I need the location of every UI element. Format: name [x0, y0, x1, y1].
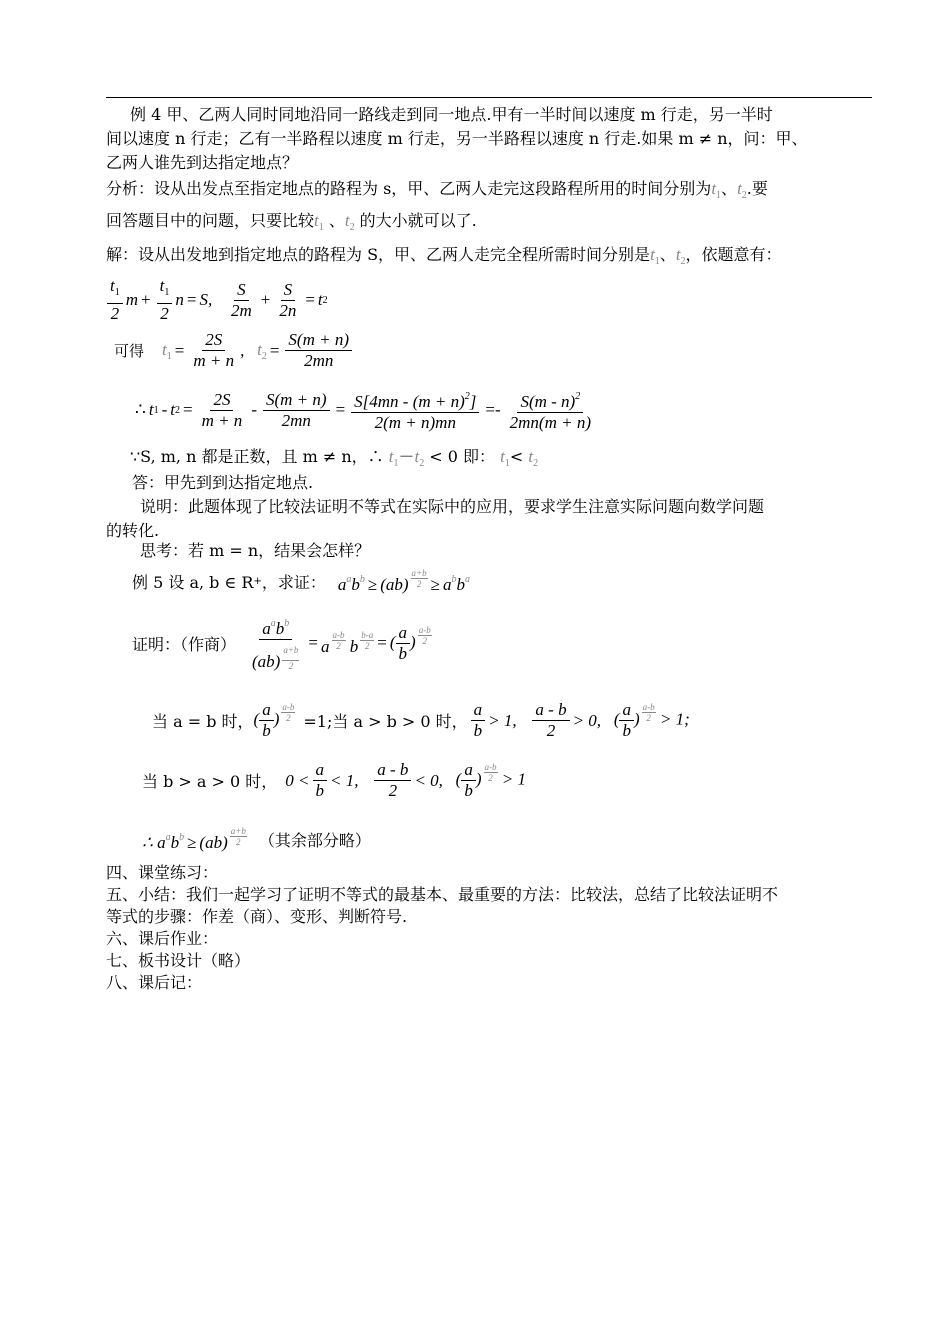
- note-line1: 说明：此题体现了比较法证明不等式在实际中的应用，要求学生注意实际问题向数学问题: [140, 497, 765, 516]
- equation-3: ∴ t 1 - t 2 = $\frac{2S}{m + n}$ - $\frac{S(m + n)}{2mn}$ = $\frac{S[4mn - (m + n)^2]}{2(m + n)mn}$ =- $\frac{S(m - n)^2}{2mn(m + n)}$: [132, 387, 597, 433]
- condition-line: ∵S, m, n 都是正数，且 m ≠ n，∴ $t_1-t_2 < 0$ 即： $t_1< t_2$: [130, 447, 539, 469]
- section-5-line1: 五、小结：我们一起学习了证明不等式的最基本、最重要的方法：比较法，总结了比较法证明不: [106, 885, 779, 904]
- section-8: 八、课后记：: [106, 973, 203, 992]
- ex4-line3: 乙两人谁先到达指定地点？: [106, 153, 299, 172]
- equation-2: 可得 $t_1$ = $\frac{2S}{m + n}$ , $t_2$ = $\frac{S(m + n)}{2mn}$: [114, 330, 355, 371]
- ex5-therefore: ∴ $a^ab^b \ge (ab)$ $\frac{a+b}{2}$ （其余部分略）: [142, 826, 371, 852]
- ex4-line2: 间以速度 n 行走；乙有一半路程以速度 m 行走，另一半路程以速度 n 行走.如果 m ≠ n，问：甲、: [106, 129, 808, 148]
- analysis-line2: 回答题目中的问题，只要比较$t_1$ 、$t_2$ 的大小就可以了.: [106, 211, 477, 233]
- ex5-proof: 证明：（作商） $a^ab^b$ (ab) $\frac{a+b}{2}$ = a $\frac{a-b}{2}$ b $\frac{b-a}{2}$ = ( $\frac{a}{b}$ ) $\frac{a-b}{2}$: [132, 614, 432, 672]
- think-line: 思考：若 m = n，结果会怎样？: [140, 541, 371, 560]
- section-6: 六、课后作业：: [106, 929, 219, 948]
- section-7: 七、板书设计（略）: [106, 951, 251, 970]
- solution-line: 解：设从出发地到指定地点的路程为 S，甲、乙两人走完全程所需时间分别是$t_1$、$t_2$，依题意有：: [106, 245, 782, 267]
- section-5-line2: 等式的步骤：作差（商）、变形、判断符号.: [106, 907, 408, 926]
- ex5-statement: 例 5 设 a, b ∈ R + ，求证： $a^ab^b \ge (ab)$ $\frac{a+b}{2}$ ≥ $a^bb^a$: [132, 568, 470, 594]
- answer-line: 答：甲先到到达指定地点.: [132, 473, 314, 492]
- analysis-line1: 分析：设从出发点至指定地点的路程为 s，甲、乙两人走完这段路程所用的时间分别为$t_1$、$t_2$.要: [106, 179, 768, 201]
- ex5-case1: 当 a = b 时， ( $\frac{a}{b}$ ) $\frac{a-b}{2}$ =1;当 a > b > 0 时， $\frac{a}{b}$ > 1, $\frac{a - b}{2}$ > 0, ( $\frac{a}{b}$ ) $\frac{a-b}{2}$ > 1;: [152, 700, 690, 740]
- ex4-line1: 例 4 甲、乙两人同时同地沿同一路线走到同一地点.甲有一半时间以速度 m 行走，另一半时: [130, 105, 773, 124]
- section-4: 四、课堂练习：: [106, 863, 219, 882]
- ex5-case2: 当 b > a > 0 时， 0 < $\frac{a}{b}$ < 1, $\frac{a - b}{2}$ < 0, ( $\frac{a}{b}$ ) $\frac{a-b}{2}$ > 1: [142, 760, 526, 800]
- equation-1: $\frac{t_1}{2}$ m + $\frac{t_1}{2}$ n = S, $\frac{S}{2m}$ + $\frac{S}{2n}$ = t 2: [104, 276, 328, 324]
- top-rule: [106, 97, 872, 98]
- note-line2: 的转化.: [106, 521, 160, 540]
